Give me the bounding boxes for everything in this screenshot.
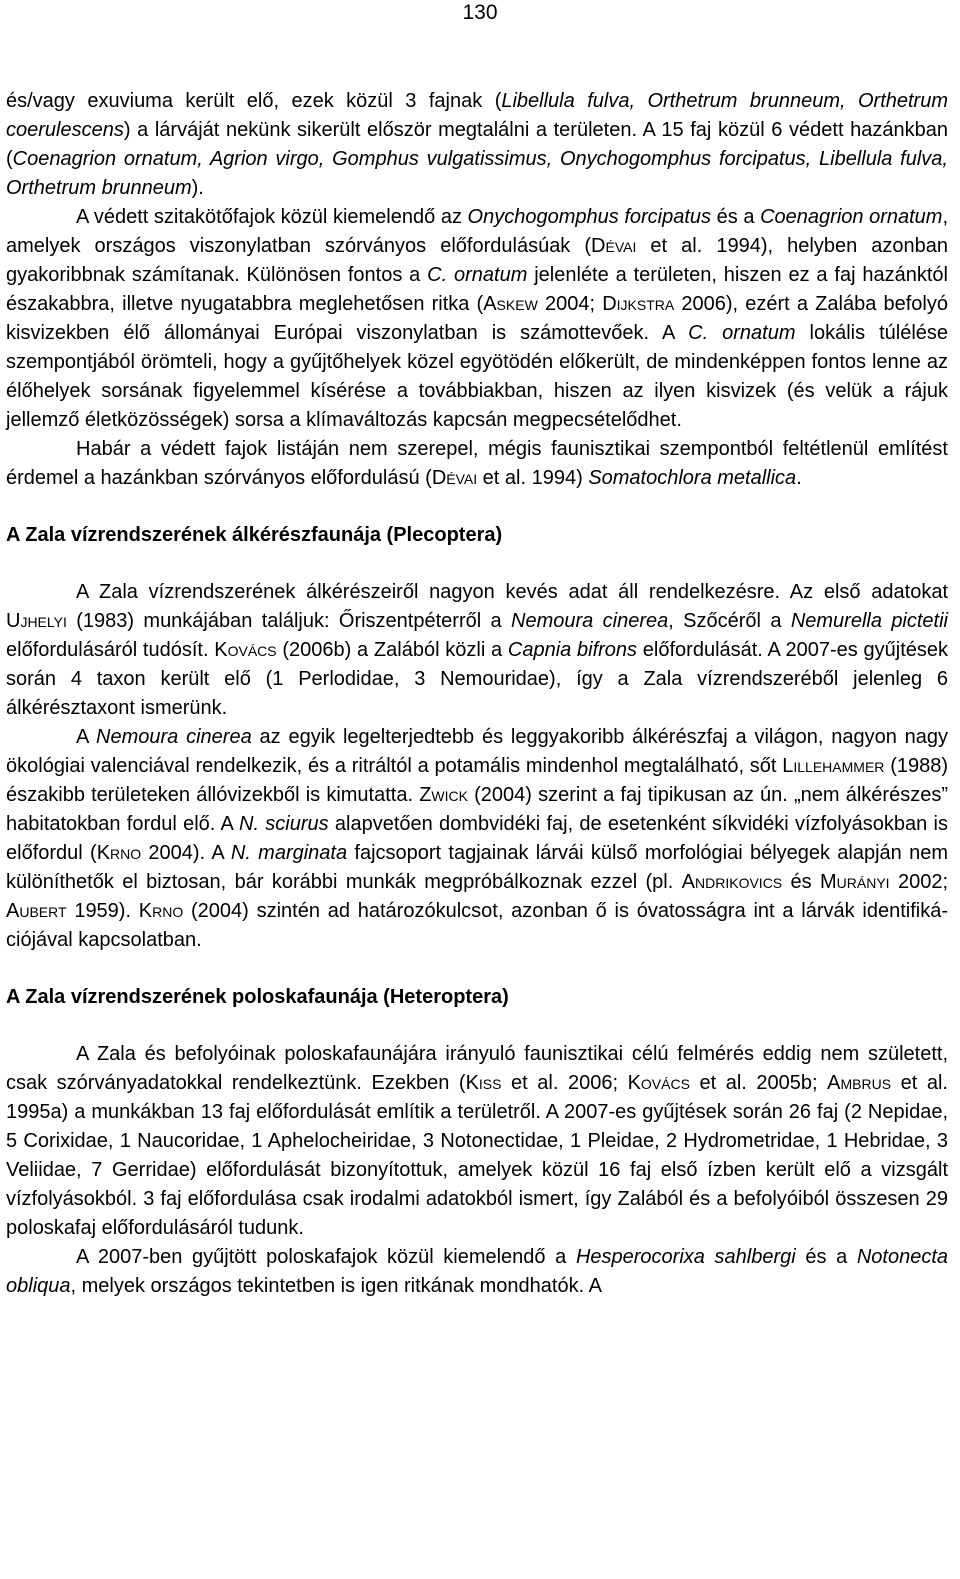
italic-taxon-name: Somatochlora metallica (588, 467, 797, 489)
text-run: lokális túlélése szempontjából örömteli, hogy a gyűjtőhelyek közel egyötödén előkerült, de mindenképpen fontos lenne az élőhelyek sorsának figyelemmel kísérése a továbbiakban, hiszen az ilyen kisvizek (és velük a rájuk jellemző életközösségek) sorsa a klímaváltozás kapcsán megpecsételődhet. (6, 322, 949, 431)
author-name: Dijkstra (602, 293, 675, 315)
text-run: 2004; (537, 293, 603, 315)
text-run: és/vagy exuviuma került elő, ezek közül 3 fajnak ( (6, 90, 502, 112)
italic-taxon-name: N. marginata (230, 842, 348, 864)
italic-taxon-name: Notonecta obliqua (6, 1246, 948, 1297)
italic-taxon-name: Nemurella pictetii (790, 610, 949, 632)
italic-taxon-name: Onychogomphus forcipatus (467, 206, 712, 228)
author-name: Dévai (591, 235, 637, 257)
paragraph-plecoptera-nemoura (6, 723, 948, 955)
text-run: , Szőcéről a (668, 610, 791, 632)
text-run: jelenléte a területen, hiszen ez a faj hazánktól északabbra, illetve nyugatabbra meglehetősen ritka ( (6, 264, 948, 315)
paragraph-odonata-somatochlora (6, 435, 948, 493)
text-run: A Zala vízrendszerének álkérészeiről nagyon kevés adat áll rendelkezésre. Az első adatokat (76, 581, 948, 603)
italic-taxon-name: C. ornatum (688, 322, 796, 344)
text-run: . (796, 467, 802, 489)
text-run: A védett szitakötőfajok közül kiemelendő az (76, 206, 468, 228)
text-run: et al. 1994), helyben azonban gyakoribbnak számítanak. Különösen fontos a (6, 235, 948, 286)
text-run: az egyik legelterjedtebb és leggyakoribb álkérészfaj a világon, nagyon nagy ökológiai valenciával rendelkezik, és a ritráltól a potamális mindenhol megtalálható, sőt (6, 726, 948, 777)
author-name: Ujhelyi (6, 610, 67, 632)
section-heading-plecoptera: A Zala vízrendszerének álkérészfaunája (Plecoptera) (6, 524, 503, 546)
paragraph-odonata-intro (6, 87, 948, 203)
author-name: Krno (138, 900, 184, 922)
author-name: Kovács (627, 1072, 690, 1094)
paragraph-odonata-protected (6, 203, 948, 435)
text-run: előfordulásáról tudósít. (6, 639, 215, 661)
paragraph-heteroptera-notable (6, 1243, 948, 1301)
text-run: (2004) szintén ad határozókulcsot, azonban ő is óvatosságra int a lárvák identifikációjával kapcsolatban. (6, 900, 948, 951)
text-run: A (76, 726, 97, 748)
text-run: alapvetően dombvidéki faj, de esetenként síkvidéki vízfolyásokban is előfordul ( (6, 813, 948, 864)
text-run: 2004). A (141, 842, 231, 864)
text-run: (1983) munkájában találjuk: Őriszentpéterről a (66, 610, 512, 632)
italic-taxon-name: Libellula fulva, Orthetrum brunneum, Orthetrum coerulescens (6, 90, 948, 141)
text-run: (2004) szerint a faj tipikusan az ún. „nem álkérészes” habitatokban fordul elő. A (6, 784, 948, 835)
text-run: , amelyek országos viszonylatban szórványos előfordulásúak ( (6, 206, 949, 257)
italic-taxon-name: Capnia bifrons (507, 639, 638, 661)
text-run: , melyek országos tekintetben is igen ritkának mondhatók. A (70, 1275, 602, 1297)
page-number: 130 (462, 1, 498, 24)
author-name: Dévai (431, 467, 478, 489)
text-run: 2006), ezért a Zalába befolyó kisvizekben élő állományai Európai viszonylatban is számottevőek. A (6, 293, 948, 344)
text-run: 2002; (889, 871, 948, 893)
text-run: ) a lárváját nekünk sikerült először megtalálni a területen. A 15 faj közül 6 védett hazánkban ( (6, 119, 948, 170)
paragraph-plecoptera-data (6, 578, 948, 723)
text-run: fajcsoport tagjainak lárvái külső morfológiai bélyegek alapján nem különíthetők el biztosan, bár korábbi munkák megpróbálkoznak ezzel (pl. (6, 842, 949, 893)
author-name: Andrikovics (681, 871, 783, 893)
author-name: Lillehammer (782, 755, 885, 777)
text-run: és a (795, 1246, 857, 1268)
author-name: Zwick (419, 784, 468, 806)
author-name: Ambrus (827, 1072, 892, 1094)
text-run: ). (191, 177, 204, 199)
text-run: et al. 1994) (477, 467, 589, 489)
paragraph-heteroptera-survey (6, 1040, 948, 1243)
text-run: és (782, 871, 821, 893)
text-run: (1988) északibb területeken állóvizekből is kimutatta. (6, 755, 949, 806)
page-body (6, 87, 948, 1301)
italic-taxon-name: N. sciurus (239, 813, 329, 835)
text-run: (2006b) a Zalából közli a (276, 639, 508, 661)
author-name: Murányi (820, 871, 890, 893)
text-run: A 2007-ben gyűjtött poloskafajok közül kiemelendő a (76, 1246, 576, 1268)
text-run: et al. 2006; (501, 1072, 628, 1094)
author-name: Askew (483, 293, 538, 315)
author-name: Aubert (6, 900, 67, 922)
author-name: Kiss (465, 1072, 502, 1094)
italic-taxon-name: C. ornatum (427, 264, 528, 286)
author-name: Kovács (214, 639, 277, 661)
italic-taxon-name: Coenagrion ornatum, Agrion virgo, Gomphus vulgatissimus, Onychogomphus forcipatus, Libellula fulva, Orthetrum brunneum (6, 148, 948, 199)
text-run: előfordulását. A 2007-es gyűjtések során 4 taxon került elő (1 Perlodidae, 3 Nemouridae), így a Zala vízrendszeréből jelenleg 6 álkérésztaxont ismerünk. (6, 639, 948, 719)
text-run: et al. 2005b; (689, 1072, 828, 1094)
italic-taxon-name: Hesperocorixa sahlbergi (575, 1246, 796, 1268)
italic-taxon-name: Coenagrion ornatum (760, 206, 943, 228)
text-run: A Zala és befolyóinak poloskafaunájára irányuló faunisztikai célú felmérés eddig nem született, csak szórványadatokkal rendelkeztünk. Ezekben ( (6, 1043, 948, 1094)
italic-taxon-name: Nemoura cinerea (511, 610, 669, 632)
text-run: és a (711, 206, 761, 228)
text-run: 1959). (66, 900, 139, 922)
text-run: et al. 1995a) a munkákban 13 faj előfordulását említik a területről. A 2007-es gyűjtések során 26 faj (2 Nepidae, 5 Corixidae, 1 Naucoridae, 1 Aphelocheiridae, 3 Notonectidae, 1 Pleidae, 2 Hydrometridae, 1 Hebridae, 3 Veliidae, 7 Gerridae) előfordulását bizonyítottuk, amelyek közül 16 faj első ízben került elő a vizsgált vízfolyásokból. 3 faj előfordulása csak irodalmi adatokból ismert, így Zalából és a befolyóiból összesen 29 poloskafaj előfordulásáról tudunk. (6, 1072, 948, 1239)
italic-taxon-name: Nemoura cinerea (96, 726, 252, 748)
text-run: Habár a védett fajok listáján nem szerepel, mégis faunisztikai szempontból feltétlenül említést érdemel a hazánkban szórványos előfordulású ( (6, 438, 948, 489)
section-heading-heteroptera: A Zala vízrendszerének poloskafaunája (Heteroptera) (6, 986, 509, 1008)
author-name: Krno (96, 842, 142, 864)
